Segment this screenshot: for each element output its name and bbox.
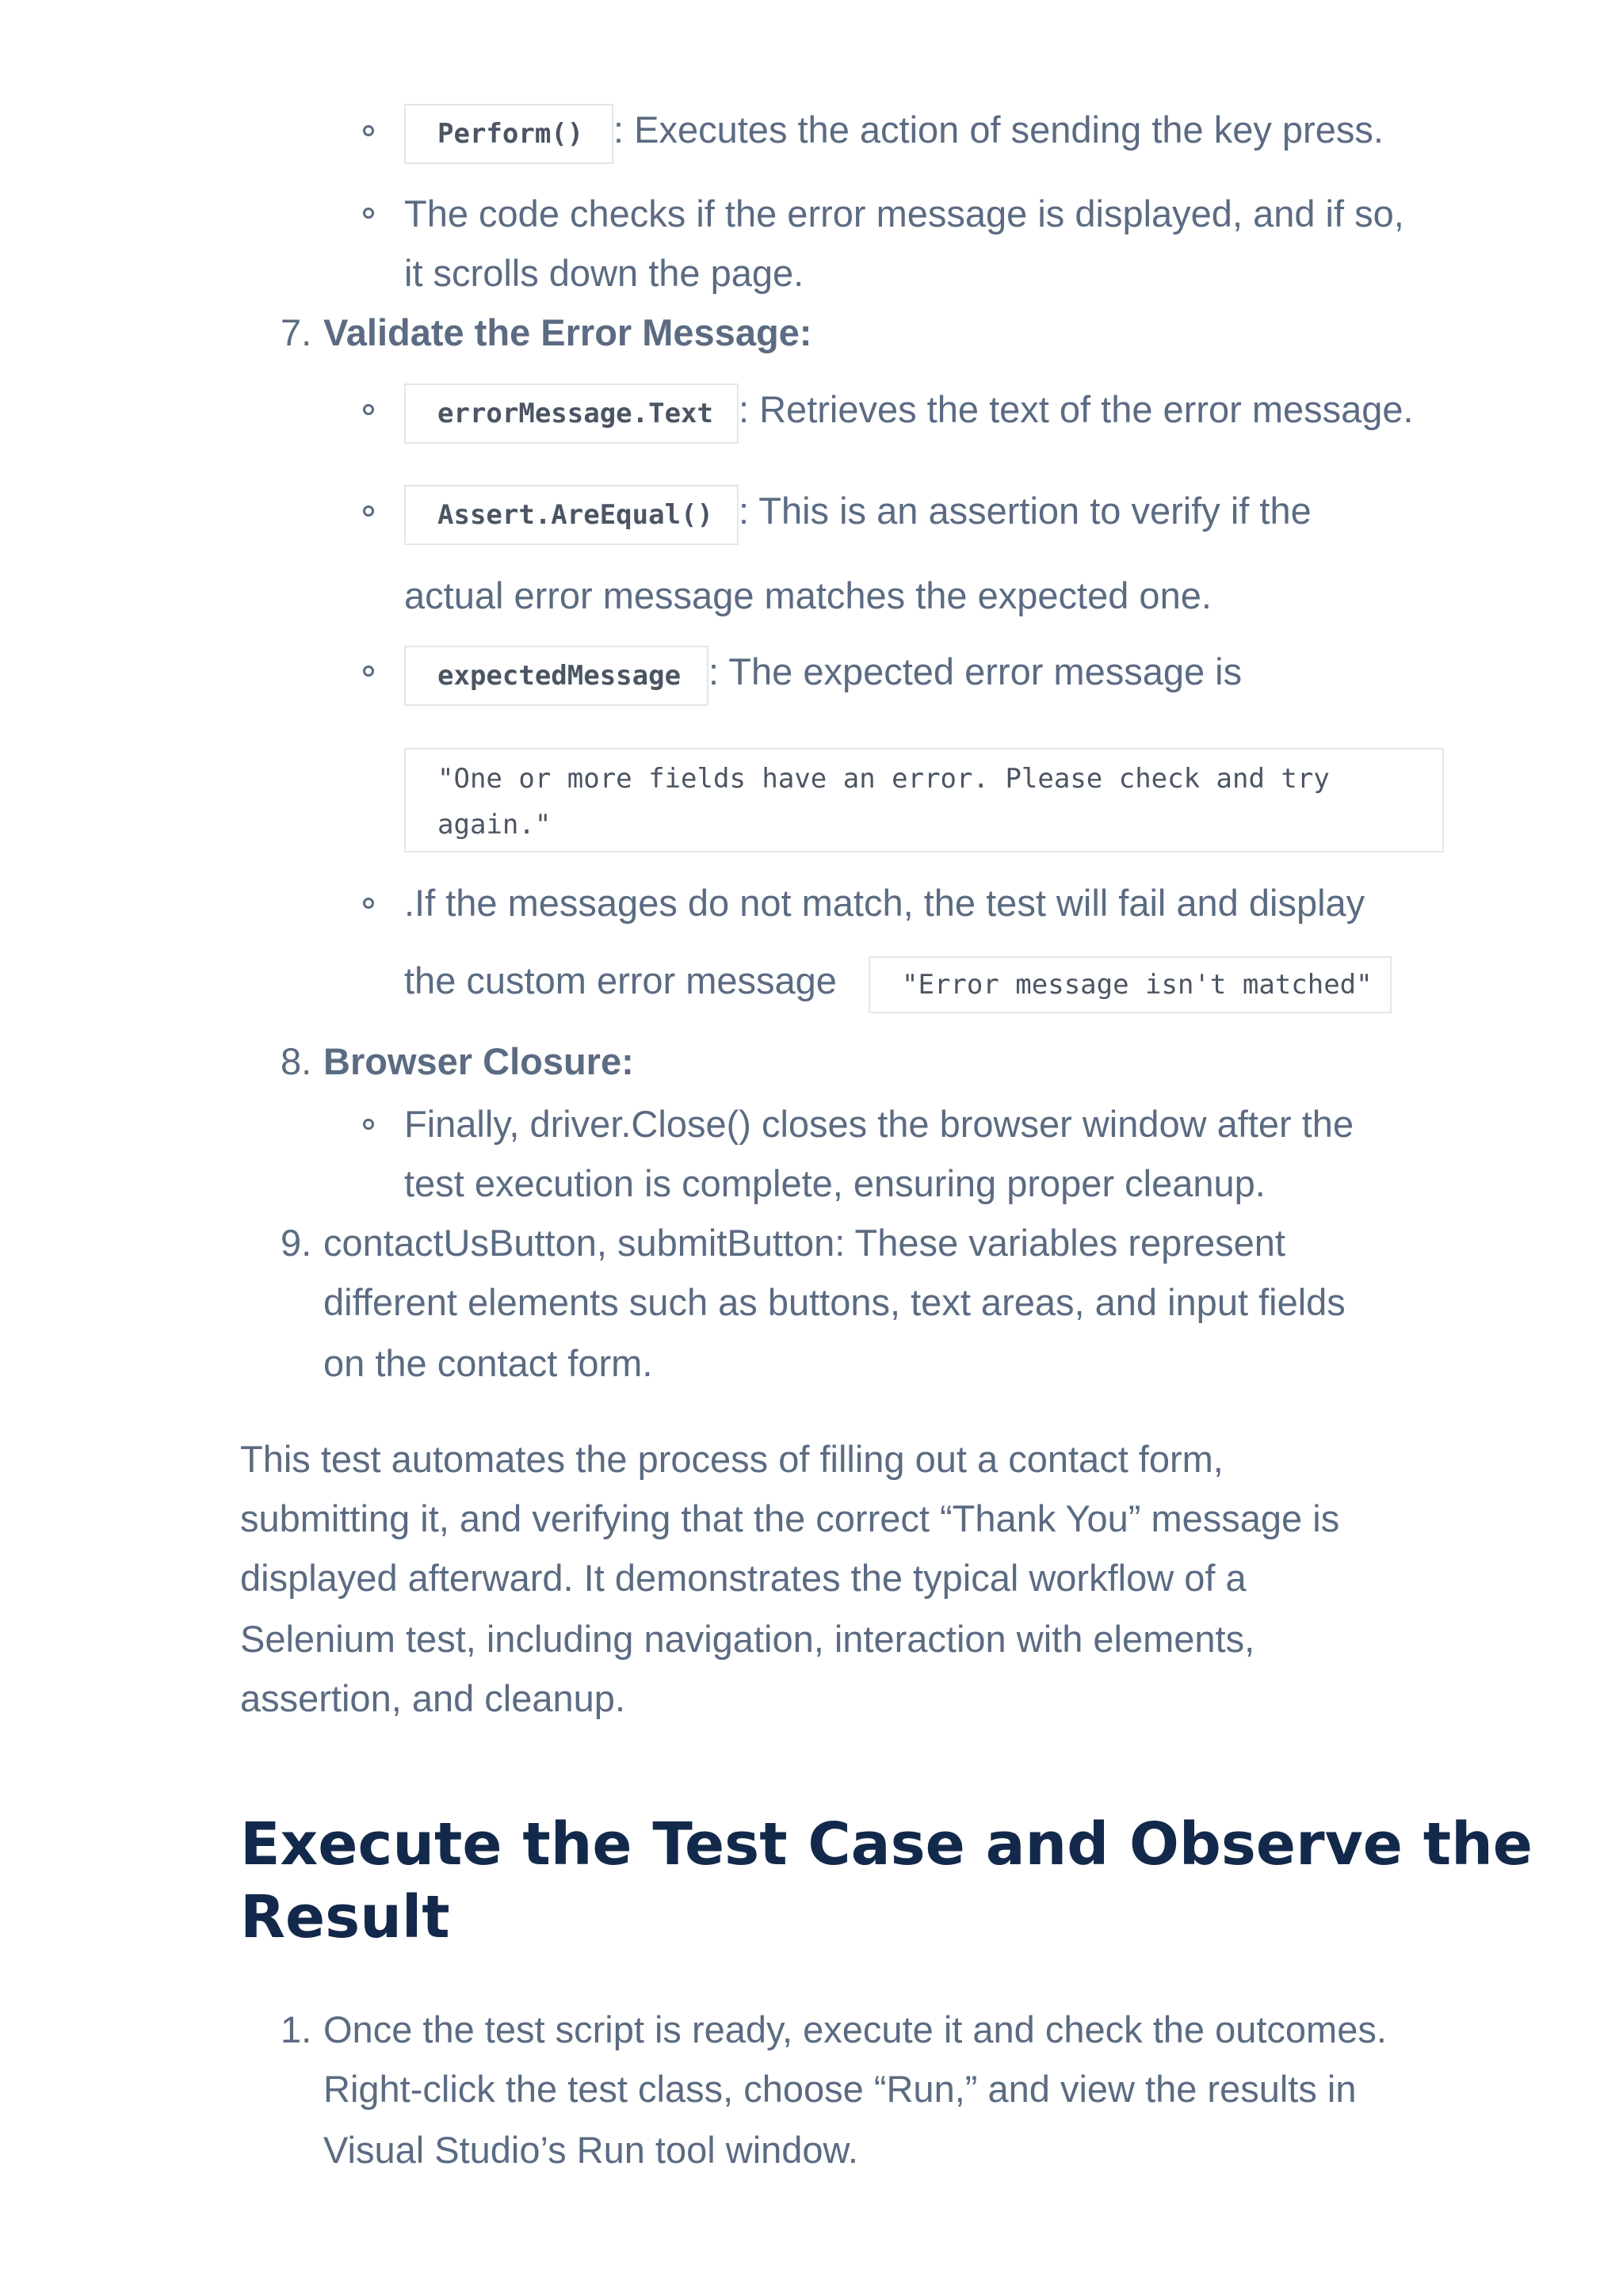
- error-text-description: : Retrieves the text of the error message.: [739, 388, 1414, 430]
- expected-message-block-line1: "One or more fields have an error. Please check and try: [437, 763, 1330, 795]
- expected-message-block-line2: again.": [437, 809, 552, 841]
- summary-line3: displayed afterward. It demonstrates the typical workflow of a: [240, 1557, 1247, 1599]
- expected-message-block: [404, 748, 1444, 852]
- bullet-icon: [363, 208, 374, 219]
- execute-step-1-number: 1.: [281, 2008, 312, 2050]
- bullet-icon: [363, 404, 374, 415]
- bullet-icon: [363, 505, 374, 517]
- step-9-line3: on the contact form.: [323, 1342, 653, 1384]
- summary-line4: Selenium test, including navigation, interaction with elements,: [240, 1618, 1255, 1660]
- step-7-title: Validate the Error Message:: [323, 311, 812, 353]
- bullet-icon: [363, 898, 374, 909]
- mismatch-line2: the custom error message: [404, 959, 837, 1001]
- execute-step-1-line2: Right-click the test class, choose “Run,” and view the results in: [323, 2068, 1357, 2110]
- custom-error-code: "Error message isn't matched": [869, 956, 1392, 1013]
- section-heading-line1: Execute the Test Case and Observe the: [240, 1810, 1533, 1878]
- assert-description-line2: actual error message matches the expected one.: [404, 574, 1212, 616]
- step-9-number: 9.: [281, 1222, 312, 1264]
- step-8-title: Browser Closure:: [323, 1040, 634, 1082]
- step-8-line1: Finally, driver.Close() closes the browser window after the: [404, 1103, 1354, 1145]
- expected-message-description: : The expected error message is: [708, 650, 1243, 692]
- assert-code: Assert.AreEqual(): [404, 485, 739, 545]
- execute-step-1-line1: Once the test script is ready, execute it and check the outcomes.: [323, 2008, 1387, 2050]
- summary-line1: This test automates the process of filling out a contact form,: [240, 1438, 1224, 1480]
- step-9-line1: contactUsButton, submitButton: These variables represent: [323, 1222, 1285, 1264]
- section-heading-line2: Result: [240, 1883, 450, 1951]
- execute-step-1-line3: Visual Studio’s Run tool window.: [323, 2129, 858, 2171]
- perform-description: : Executes the action of sending the key press.: [613, 109, 1384, 151]
- step-7-number: 7.: [281, 311, 312, 353]
- summary-line5: assertion, and cleanup.: [240, 1677, 625, 1719]
- mismatch-line1: .If the messages do not match, the test will fail and display: [404, 882, 1365, 924]
- bullet-icon: [363, 666, 374, 677]
- error-check-line2: it scrolls down the page.: [404, 252, 804, 294]
- bullet-icon: [363, 1119, 374, 1130]
- error-text-code: errorMessage.Text: [404, 383, 739, 444]
- perform-code: Perform(): [404, 104, 613, 164]
- step-9-line2: different elements such as buttons, text areas, and input fields: [323, 1281, 1346, 1323]
- error-check-line1: The code checks if the error message is displayed, and if so,: [404, 193, 1404, 235]
- assert-description: : This is an assertion to verify if the: [739, 490, 1312, 532]
- step-8-number: 8.: [281, 1040, 312, 1082]
- step-8-line2: test execution is complete, ensuring proper cleanup.: [404, 1162, 1266, 1204]
- bullet-icon: [363, 125, 374, 136]
- summary-line2: submitting it, and verifying that the correct “Thank You” message is: [240, 1497, 1340, 1539]
- expected-message-code: expectedMessage: [404, 646, 708, 706]
